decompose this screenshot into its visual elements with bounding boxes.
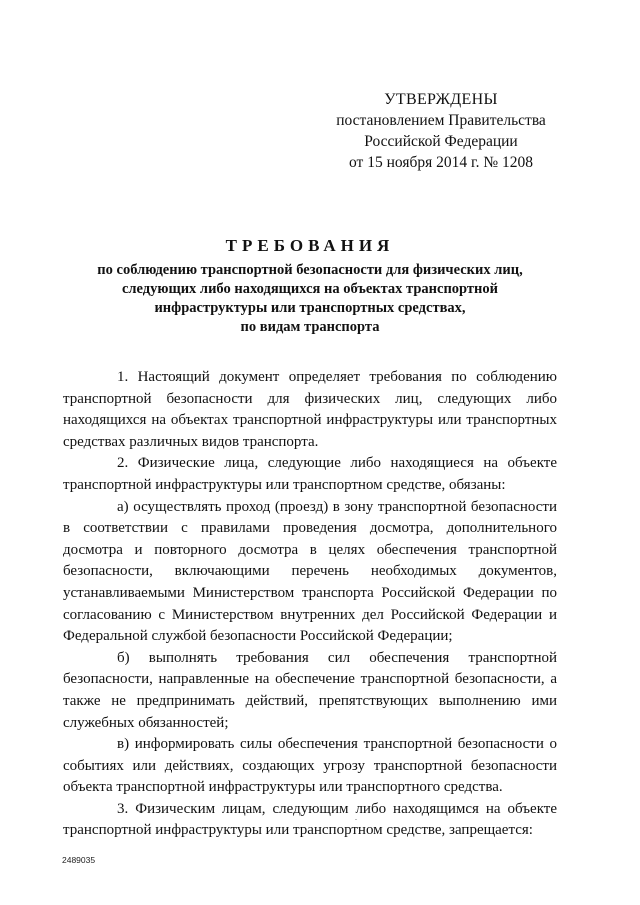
paragraph-2: 2. Физические лица, следующие либо находящиеся на объекте транспортной инфраструктуры или транспортном средстве, обязаны:	[63, 455, 557, 493]
paragraph-2a: а) осуществлять проход (проезд) в зону транспортной безопасности в соответствии с правилами проведения досмотра, дополнительного досмотра и повторного досмотра в целях обеспечения транспортной безопасности, включающими перечень необходимых документов, устанавливаемыми Министерством транспорта Российской Федерации по согласованию с Министерством внутренних дел Российской Федерации и Федеральной службой безопасности Российской Федерации;	[63, 498, 557, 645]
approval-heading: УТВЕРЖДЕНЫ	[384, 91, 498, 108]
approval-line-3: Российской Федерации	[364, 133, 518, 150]
approval-stamp	[330, 89, 552, 173]
approval-line-2: постановлением Правительства	[336, 112, 546, 129]
scan-speck	[355, 819, 357, 820]
paragraph-2b: б) выполнять требования сил обеспечения транспортной безопасности, направленные на обеспечение транспортной безопасности, а также не предпринимать действий, препятствующих выполнению ими служебных обязанностей;	[63, 649, 557, 731]
document-code: 2489035	[62, 855, 96, 865]
approval-date-line: от 15 ноября 2014 г. № 1208	[349, 154, 533, 171]
paragraph-3: 3. Физическим лицам, следующим либо находящимся на объекте транспортной инфраструктуры или транспортном средстве, запрещается:	[63, 800, 557, 839]
paragraph-1: 1. Настоящий документ определяет требования по соблюдению транспортной безопасности для физических лиц, следующих либо находящихся на объектах транспортной инфраструктуры или транспортных средствах различных видов транспорта.	[63, 369, 557, 450]
subtitle-line-4: по видам транспорта	[240, 319, 380, 335]
subtitle-line-3: инфраструктуры или транспортных средствах,	[154, 300, 466, 316]
subtitle-line-2: следующих либо находящихся на объектах транспортной	[121, 281, 499, 297]
document-body	[63, 367, 557, 842]
document-subtitle	[70, 261, 550, 337]
document-title: ТРЕБОВАНИЯ	[225, 236, 395, 255]
paragraph-2c: в) информировать силы обеспечения транспортной безопасности о событиях или действиях, создающих угрозу транспортной безопасности объекта транспортной инфраструктуры или транспортного средства.	[63, 736, 557, 796]
subtitle-line-1: по соблюдению транспортной безопасности для физических лиц,	[97, 262, 523, 278]
